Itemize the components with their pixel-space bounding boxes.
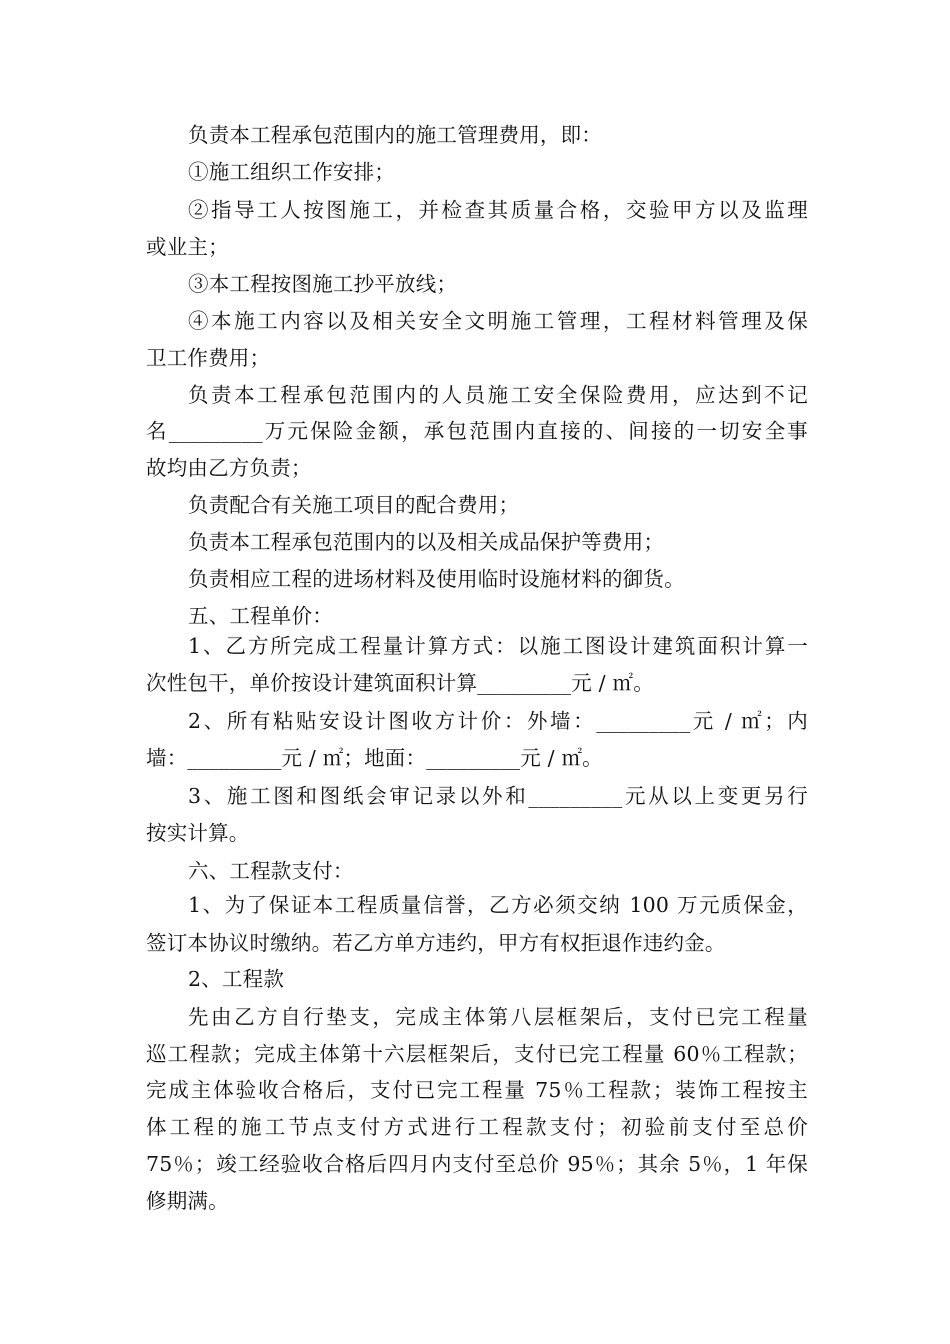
- paragraph-line: 2、工程款: [188, 967, 285, 991]
- paragraph-line: 负责相应工程的进场材料及使用临时设施材料的御货。: [188, 567, 685, 591]
- paragraph-line: 巡工程款；完成主体第十六层框架后，支付已完工程量 60％工程款；: [146, 1042, 808, 1066]
- paragraph-line: 故均由乙方负责；: [146, 456, 312, 480]
- paragraph-line: 修期满。: [146, 1189, 229, 1213]
- paragraph-line: 体工程的施工节点支付方式进行工程款支付；初验前支付至总价: [146, 1115, 808, 1139]
- paragraph-line: ①施工组织工作安排；: [188, 160, 395, 184]
- paragraph-line: 1、乙方所完成工程量计算方式：以施工图设计建筑面积计算一: [188, 634, 808, 658]
- paragraph-line: 75％；竣工经验收合格后四月内支付至总价 95％；其余 5％，1 年保: [146, 1152, 808, 1176]
- paragraph-line: 2、所有粘贴安设计图收方计价：外墙：_________元 / ㎡；内: [188, 709, 808, 733]
- paragraph-line: 1、为了保证本工程质量信誉，乙方必须交纳 100 万元质保金，: [188, 893, 808, 917]
- section-heading: 五、工程单价：: [188, 604, 333, 628]
- paragraph-line: ②指导工人按图施工，并检查其质量合格，交验甲方以及监理: [188, 198, 808, 222]
- paragraph-line: 负责配合有关施工项目的配合费用；: [188, 493, 520, 517]
- paragraph-line: 名_________万元保险金额，承包范围内直接的、间接的一切安全事: [146, 419, 808, 443]
- paragraph-line: 卫工作费用；: [146, 346, 271, 370]
- paragraph-line: 完成主体验收合格后，支付已完工程量 75％工程款；装饰工程按主: [146, 1078, 808, 1102]
- paragraph-line: 或业主；: [146, 235, 229, 259]
- paragraph-line: 次性包干，单价按设计建筑面积计算_________元 / ㎡。: [146, 671, 654, 695]
- paragraph-line: 3、施工图和图纸会审记录以外和_________元从以上变更另行: [188, 784, 808, 808]
- paragraph-line: 签订本协议时缴纳。若乙方单方违约，甲方有权拒退作违约金。: [146, 931, 726, 955]
- paragraph-line: 负责本工程承包范围内的施工管理费用，即：: [188, 123, 602, 147]
- paragraph-line: 负责本工程承包范围内的以及相关成品保护等费用；: [188, 530, 665, 554]
- paragraph-line: 墙：_________元 / ㎡；地面：_________元 / ㎡。: [146, 746, 603, 770]
- paragraph-line: 按实计算。: [146, 821, 250, 845]
- paragraph-line: ④本施工内容以及相关安全文明施工管理，工程材料管理及保: [188, 309, 808, 333]
- section-heading: 六、工程款支付：: [188, 859, 354, 883]
- paragraph-line: 负责本工程承包范围内的人员施工安全保险费用，应达到不记: [188, 383, 808, 407]
- paragraph-line: ③本工程按图施工抄平放线；: [188, 272, 458, 296]
- paragraph-line: 先由乙方自行垫支，完成主体第八层框架后，支付已完工程量: [188, 1005, 808, 1029]
